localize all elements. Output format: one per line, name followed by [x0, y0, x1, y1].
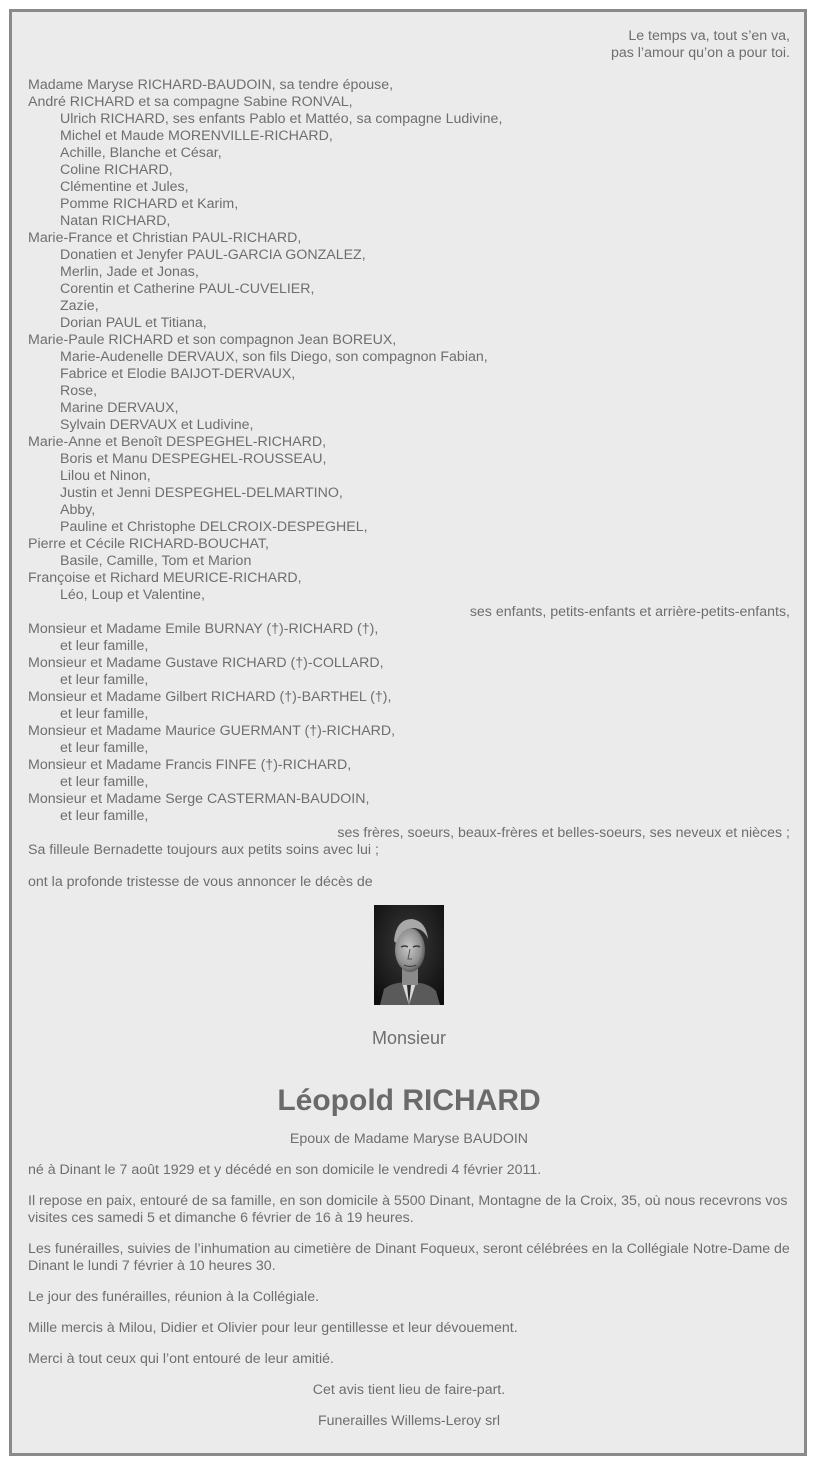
family-line: Natan RICHARD, — [60, 213, 171, 229]
family-line: Corentin et Catherine PAUL-CUVELIER, — [60, 281, 315, 297]
family-line: Dorian PAUL et Titiana, — [60, 315, 207, 331]
notice-content — [28, 28, 790, 1430]
notice-frame — [9, 9, 807, 1456]
family-line: Monsieur et Madame Emile BURNAY (†)-RICHARD (†), — [28, 621, 379, 637]
family-line: André RICHARD et sa compagne Sabine RONVAL, — [28, 94, 353, 110]
family-line: et leur famille, — [60, 774, 149, 790]
honorific: Monsieur — [371, 1028, 447, 1048]
detail-paragraph: Merci à tout ceux qui l’ont entouré de leur amitié. — [28, 1351, 334, 1367]
deceased-name: Léopold RICHARD — [277, 1084, 541, 1117]
family-line: Lilou et Ninon, — [60, 468, 151, 484]
family-line: Marie-Audenelle DERVAUX, son fils Diego, son compagnon Fabian, — [60, 349, 488, 365]
family-line: Sa filleule Bernadette toujours aux petits soins avec lui ; — [28, 842, 379, 858]
family-line: Monsieur et Madame Francis FINFE (†)-RICHARD, — [28, 757, 352, 773]
family-line: Rose, — [60, 383, 98, 399]
announcement: ont la profonde tristesse de vous annoncer le décès de — [28, 874, 373, 890]
family-line: Monsieur et Madame Serge CASTERMAN-BAUDOIN, — [28, 791, 370, 807]
family-line: ses enfants, petits-enfants et arrière-petits-enfants, — [469, 604, 790, 620]
family-line: Pauline et Christophe DELCROIX-DESPEGHEL, — [60, 519, 368, 535]
spouse-line: Epoux de Madame Maryse BAUDOIN — [289, 1131, 529, 1147]
family-line: Marine DERVAUX, — [60, 400, 179, 416]
detail-paragraph: Cet avis tient lieu de faire-part. — [312, 1382, 506, 1398]
family-list — [28, 77, 790, 859]
family-line: Léo, Loup et Valentine, — [60, 587, 205, 603]
family-line: Monsieur et Madame Maurice GUERMANT (†)-RICHARD, — [28, 723, 396, 739]
family-line: ses frères, soeurs, beaux-frères et belles-soeurs, ses neveux et nièces ; — [337, 825, 790, 841]
detail-paragraph: Mille mercis à Milou, Didier et Olivier pour leur gentillesse et leur dévouement. — [28, 1320, 518, 1336]
family-line: Donatien et Jenyfer PAUL-GARCIA GONZALEZ, — [60, 247, 366, 263]
family-line: Marie-France et Christian PAUL-RICHARD, — [28, 230, 302, 246]
family-line: et leur famille, — [60, 706, 149, 722]
family-line: Marie-Paule RICHARD et son compagnon Jean BOREUX, — [28, 332, 397, 348]
detail-paragraph: Le jour des funérailles, réunion à la Collégiale. — [28, 1289, 320, 1305]
family-line: Clémentine et Jules, — [60, 179, 189, 195]
family-line: Pierre et Cécile RICHARD-BOUCHAT, — [28, 536, 269, 552]
detail-paragraph: Les funérailles, suivies de l’inhumation au cimetière de Dinant Foqueux, seront célébrées en la Collégiale Notre-Dame de Dinant le lundi 7 février à 10 heures 30. — [28, 1241, 790, 1274]
family-line: Marie-Anne et Benoît DESPEGHEL-RICHARD, — [28, 434, 327, 450]
family-line: Madame Maryse RICHARD-BAUDOIN, sa tendre épouse, — [28, 77, 394, 93]
family-line: Justin et Jenni DESPEGHEL-DELMARTINO, — [60, 485, 343, 501]
family-line: Ulrich RICHARD, ses enfants Pablo et Mattéo, sa compagne Ludivine, — [60, 111, 503, 127]
family-line: Françoise et Richard MEURICE-RICHARD, — [28, 570, 302, 586]
family-line: Coline RICHARD, — [60, 162, 173, 178]
family-line: et leur famille, — [60, 740, 149, 756]
detail-paragraph: Funerailles Willems-Leroy srl — [317, 1413, 501, 1429]
family-line: Merlin, Jade et Jonas, — [60, 264, 199, 280]
epigraph — [28, 28, 790, 62]
family-line: Zazie, — [60, 298, 99, 314]
family-line: Monsieur et Madame Gilbert RICHARD (†)-BARTHEL (†), — [28, 689, 392, 705]
photo-container — [28, 905, 790, 1005]
family-line: et leur famille, — [60, 672, 149, 688]
family-line: Abby, — [60, 502, 96, 518]
epigraph-line: pas l’amour qu’on a pour toi. — [610, 45, 790, 61]
epigraph-line: Le temps va, tout s’en va, — [628, 28, 790, 44]
family-line: Boris et Manu DESPEGHEL-ROUSSEAU, — [60, 451, 327, 467]
details-section — [28, 1162, 790, 1430]
family-line: Basile, Camille, Tom et Marion — [60, 553, 252, 569]
portrait-photo — [374, 905, 444, 1005]
family-line: Monsieur et Madame Gustave RICHARD (†)-COLLARD, — [28, 655, 384, 671]
family-line: Achille, Blanche et César, — [60, 145, 222, 161]
family-line: Michel et Maude MORENVILLE-RICHARD, — [60, 128, 333, 144]
family-line: Fabrice et Elodie BAIJOT-DERVAUX, — [60, 366, 296, 382]
family-line: et leur famille, — [60, 638, 149, 654]
family-line: Sylvain DERVAUX et Ludivine, — [60, 417, 254, 433]
detail-paragraph: Il repose en paix, entouré de sa famille, en son domicile à 5500 Dinant, Montagne de la Croix, 35, où nous recevrons vos visites ces samedi 5 et dimanche 6 février de 16 à 19 heures. — [28, 1193, 788, 1226]
detail-paragraph: né à Dinant le 7 août 1929 et y décédé en son domicile le vendredi 4 février 2011. — [28, 1162, 542, 1178]
family-line: Pomme RICHARD et Karim, — [60, 196, 239, 212]
family-line: et leur famille, — [60, 808, 149, 824]
